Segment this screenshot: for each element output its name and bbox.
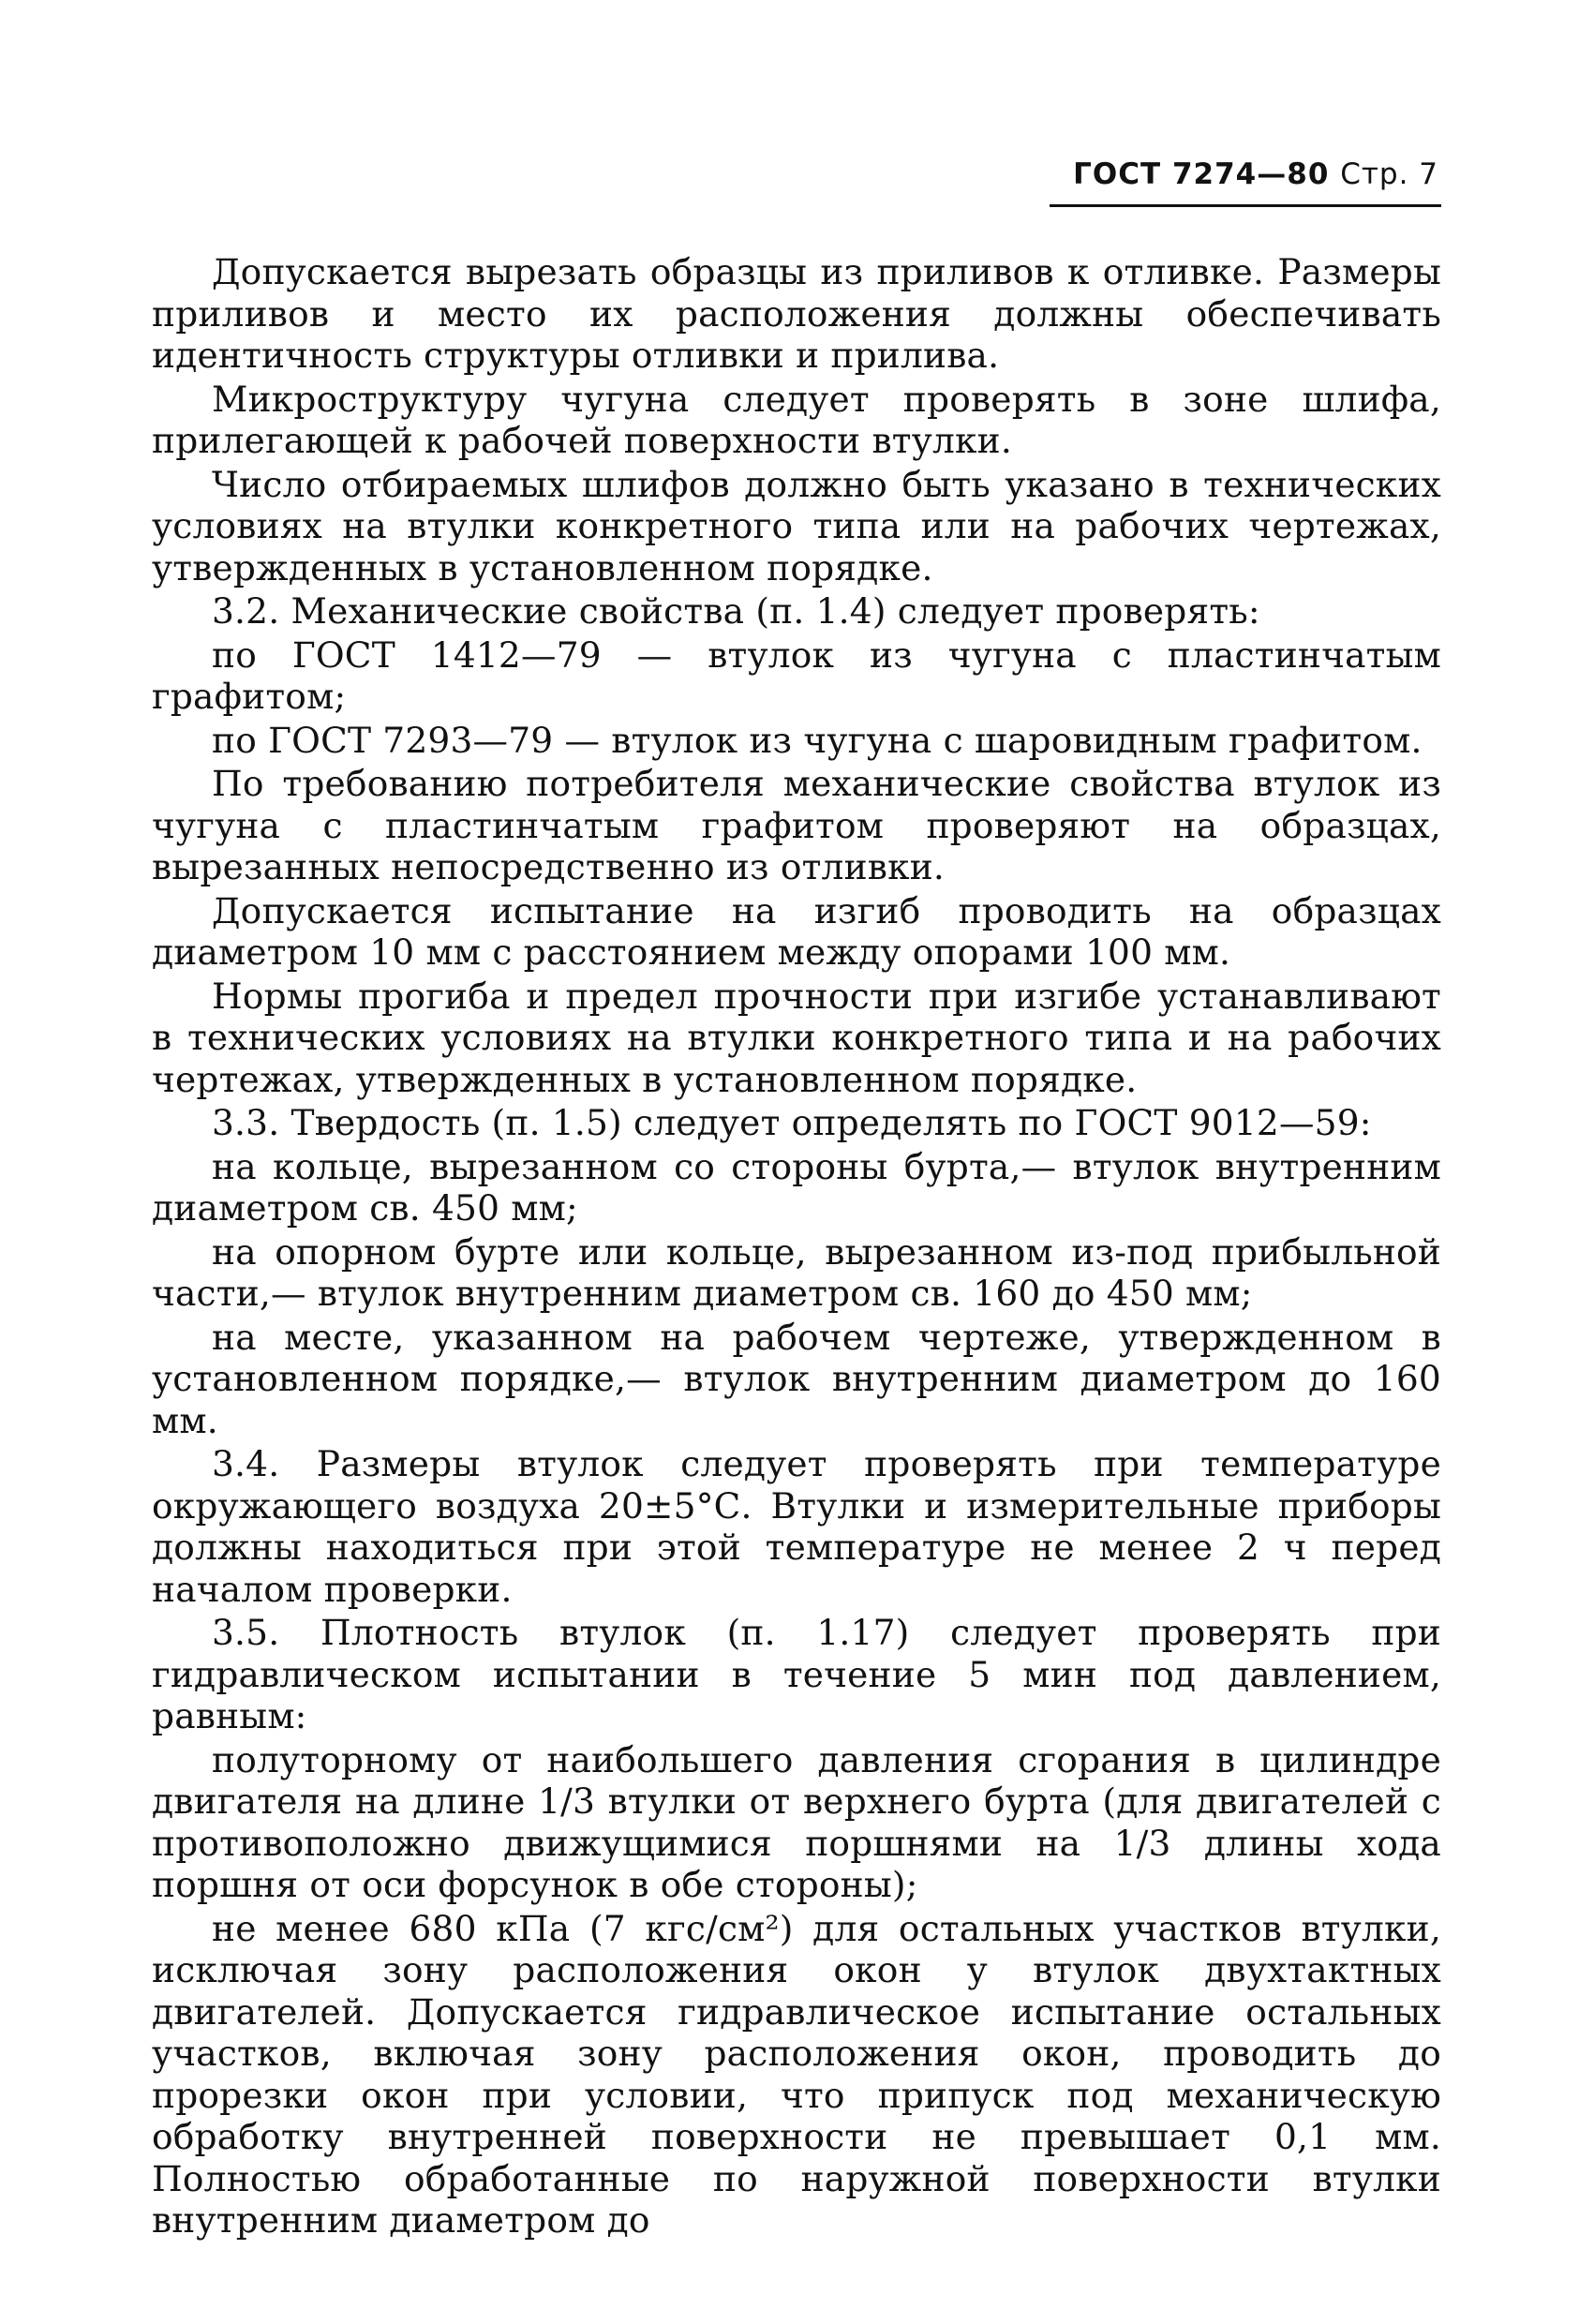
paragraph: Нормы прогиба и предел прочности при изгибе устанавливают в технических условиях на втулки конкретного типа и на рабочих чертежах, утвержденных в установленном порядке. (152, 975, 1441, 1100)
paragraph: Число отбираемых шлифов должно быть указано в технических условиях на втулки конкретного типа или на рабочих чертежах, утвержденных в установленном порядке. (152, 463, 1441, 588)
paragraph: на кольце, вырезанном со стороны бурта,— втулок внутренним диаметром св. 450 мм; (152, 1145, 1441, 1229)
document-id: ГОСТ 7274—80 (1073, 157, 1330, 191)
section-3-3: 3.3. Твердость (п. 1.5) следует определять по ГОСТ 9012—59: (212, 1102, 1372, 1143)
section-3-2: 3.2. Механические свойства (п. 1.4) следует проверять: (212, 590, 1260, 632)
paragraph: По требованию потребителя механические свойства втулок из чугуна с пластинчатым графитом проверяют на образцах, вырезанных непосредственно из отливки. (152, 763, 1441, 887)
paragraph: Допускается испытание на изгиб проводить на образцах диаметром 10 мм с расстоянием между опорами 100 мм. (152, 889, 1441, 973)
section-3-5: 3.5. Плотность втулок (п. 1.17) следует проверять при гидравлическом испытании в течение 5 мин под давлением, равным: (152, 1612, 1441, 1736)
section-3-4: 3.4. Размеры втулок следует проверять при температуре окружающего воздуха 20±5°С. Втулки и измерительные приборы должны находиться при этой температуре не менее 2 ч перед началом проверки. (152, 1443, 1441, 1610)
page-header (1073, 157, 1438, 202)
body-text (152, 251, 1441, 2243)
paragraph: полуторному от наибольшего давления сгорания в цилиндре двигателя на длине 1/3 втулки от верхнего бурта (для двигателей с противоположно движущимися поршнями на 1/3 длины хода поршня от оси форсунок в обе стороны); (152, 1738, 1441, 1905)
paragraph: Микроструктуру чугуна следует проверять в зоне шлифа, прилегающей к рабочей поверхности втулки. (152, 378, 1441, 461)
page-number: Стр. 7 (1340, 157, 1438, 191)
paragraph: не менее 680 кПа (7 кгс/см²) для остальных участков втулки, исключая зону расположения окон у втулок двухтактных двигателей. Допускается гидравлическое испытание остальных участков, включая зону расположения окон, проводить до прорезки окон при условии, что припуск под механическую обработку внутренней поверхности не превышает 0,1 мм. Полностью обработанные по наружной поверхности втулки внутренним диаметром до (152, 1907, 1441, 2241)
paragraph: на опорном бурте или кольце, вырезанном из-под прибыльной части,— втулок внутренним диаметром св. 160 до 450 мм; (152, 1230, 1441, 1314)
paragraph: Допускается вырезать образцы из приливов к отливке. Размеры приливов и место их расположения должны обеспечивать идентичность структуры отливки и прилива. (152, 251, 1441, 376)
paragraph: по ГОСТ 7293—79 — втулок из чугуна с шаровидным графитом. (212, 719, 1423, 761)
paragraph: по ГОСТ 1412—79 — втулок из чугуна с пластинчатым графитом; (152, 633, 1441, 717)
paragraph: на месте, указанном на рабочем чертеже, утвержденном в установленном порядке,— втулок внутренним диаметром до 160 мм. (152, 1316, 1441, 1441)
header-rule (1050, 204, 1441, 207)
